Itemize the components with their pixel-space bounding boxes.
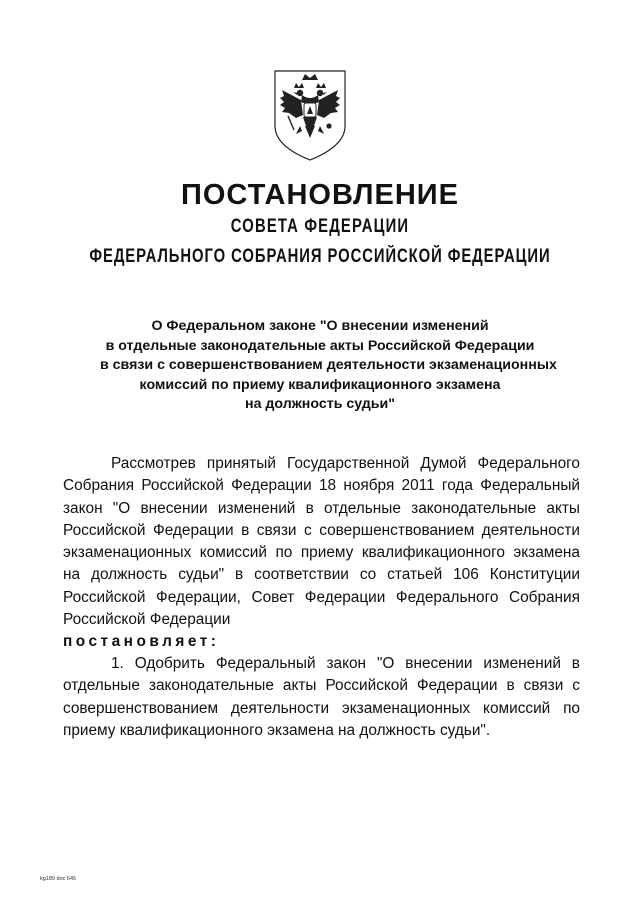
coat-of-arms-icon <box>272 68 348 162</box>
preamble-paragraph <box>63 453 580 654</box>
resolves-word: постановляет: <box>63 633 220 651</box>
issuer-line-2: ФЕДЕРАЛЬНОГО СОБРАНИЯ РОССИЙСКОЙ ФЕДЕРАЦИИ <box>89 246 551 267</box>
document-title: ПОСТАНОВЛЕНИЕ <box>181 179 459 211</box>
subject-line: О Федеральном законе "О внесении изменений <box>151 318 489 334</box>
subject-line: в связи с совершенствованием деятельности экзаменационных <box>100 357 557 373</box>
issuer-line-1: СОВЕТА ФЕДЕРАЦИИ <box>230 216 410 237</box>
subject-line: на должность судьи" <box>245 396 395 412</box>
preamble-text: Рассмотрев принятый Государственной Думой Федерального Собрания Российской Федерации 18 ноября 2011 года Федеральный закон "О внесении изменений в отдельные законодательные акты Российской Федерации в связи с совершенствованием деятельности экзаменационных комиссий по приему квалификационного экзамена на должность судьи" в соответствии со статьей 106 Конституции Российской Федерации, Совет Федерации Федерального Собрания Российской Федерации <box>63 455 580 629</box>
subject-line: в отдельные законодательные акты Российской Федерации <box>105 337 535 354</box>
subject-heading <box>100 317 557 415</box>
file-reference: kg189 doc 645 <box>40 876 77 882</box>
resolution-item-1: 1. Одобрить Федеральный закон "О внесении изменений в отдельные законодательные акты Российской Федерации в связи с совершенствованием деятельности экзаменационных комиссий по приему квалификационного экзамена на должность судьи". <box>63 655 580 739</box>
subject-line: комиссий по приему квалификационного экзамена <box>139 376 501 393</box>
